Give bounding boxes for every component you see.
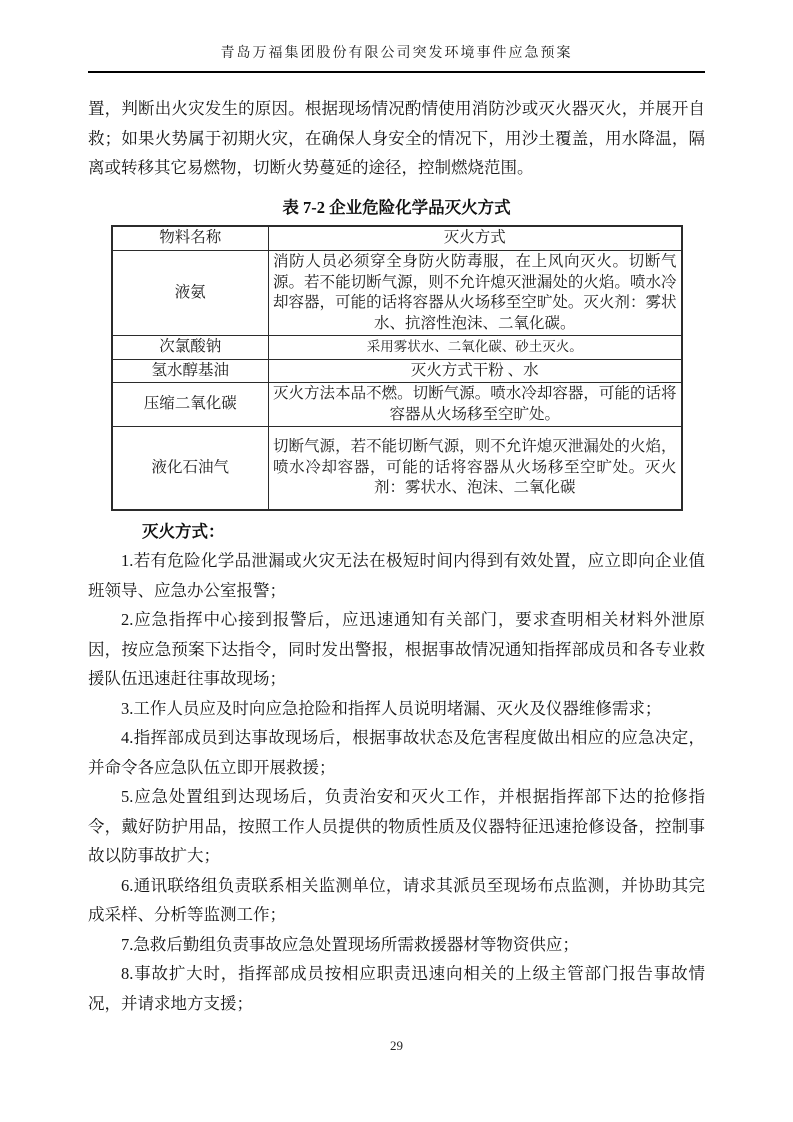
table-row [112,359,682,383]
method-cell: 切断气源，若不能切断气源，则不允许熄灭泄漏处的火焰，喷水冷却容器，可能的话将容器从火场移至空旷处。灭火剂：雾状水、泡沫、二氧化碳 [269,427,682,510]
table-row [112,251,682,336]
material-name-cell: 压缩二氧化碳 [112,383,269,427]
intro-paragraph: 置，判断出火灾发生的原因。根据现场情况酌情使用消防沙或灭火器灭火，并展开自救；如果火势属于初期火灾，在确保人身安全的情况下，用沙土覆盖，用水降温，隔离或转移其它易燃物，切断火势蔓延的途径，控制燃烧范围。 [88,99,705,177]
method-cell: 灭火方式干粉 、水 [269,359,682,383]
column-header-material-name: 物料名称 [112,226,269,251]
section-heading: 灭火方式： [142,521,225,541]
list-item: 5.应急处置组到达现场后，负责治安和灭火工作，并根据指挥部下达的抢修指令，戴好防护用品，按照工作人员提供的物质性质及仪器特征迅速抢修设备，控制事故以防事故扩大； [88,787,705,865]
list-item: 1.若有危险化学品泄漏或火灾无法在极短时间内得到有效处置，应立即向企业值班领导、应急办公室报警； [88,551,705,600]
fire-extinguishing-table [111,225,683,511]
material-name-cell: 氢水醇基油 [112,359,269,383]
material-name-cell: 液化石油气 [112,427,269,510]
method-cell: 灭火方法本品不燃。切断气源。喷水冷却容器，可能的话将容器从火场移至空旷处。 [269,383,682,427]
table-row [112,383,682,427]
list-item: 8.事故扩大时，指挥部成员按相应职责迅速向相关的上级主管部门报告事故情况，并请求地方支援； [88,964,705,1013]
document-header-title: 青岛万福集团股份有限公司突发环境事件应急预案 [88,42,705,73]
page-header [88,0,705,73]
method-cell: 采用雾状水、二氧化碳、砂土灭火。 [269,336,682,360]
column-header-method: 灭火方式 [269,226,682,251]
material-name-cell: 次氯酸钠 [112,336,269,360]
list-item: 6.通讯联络组负责联系相关监测单位，请求其派员至现场布点监测，并协助其完成采样、分析等监测工作； [88,875,705,924]
page-content [88,94,705,1018]
list-item: 4.指挥部成员到达事故现场后，根据事故状态及危害程度做出相应的应急决定，并命令各应急队伍立即开展救援； [88,728,705,777]
list-item: 2.应急指挥中心接到报警后，应迅速通知有关部门，要求查明相关材料外泄原因，按应急预案下达指令，同时发出警报，根据事故情况通知指挥部成员和各专业救援队伍迅速赶往事故现场； [88,610,705,688]
list-item: 3.工作人员应及时向应急抢险和指挥人员说明堵漏、灭火及仪器维修需求； [121,698,662,718]
page-number: 29 [390,1038,403,1053]
table-row [112,336,682,360]
material-name-cell: 液氨 [112,251,269,336]
table-row [112,427,682,510]
table-caption: 表 7-2 企业危险化学品灭火方式 [282,197,511,217]
method-cell: 消防人员必须穿全身防火防毒服，在上风向灭火。切断气源。若不能切断气源，则不允许熄灭泄漏处的火焰。喷水冷却容器，可能的话将容器从火场移至空旷处。灭火剂：雾状水、抗溶性泡沫、二氧化碳。 [269,251,682,336]
list-item: 7.急救后勤组负责事故应急处置现场所需救援器材等物资供应； [121,934,579,954]
table-header-row [112,226,682,251]
